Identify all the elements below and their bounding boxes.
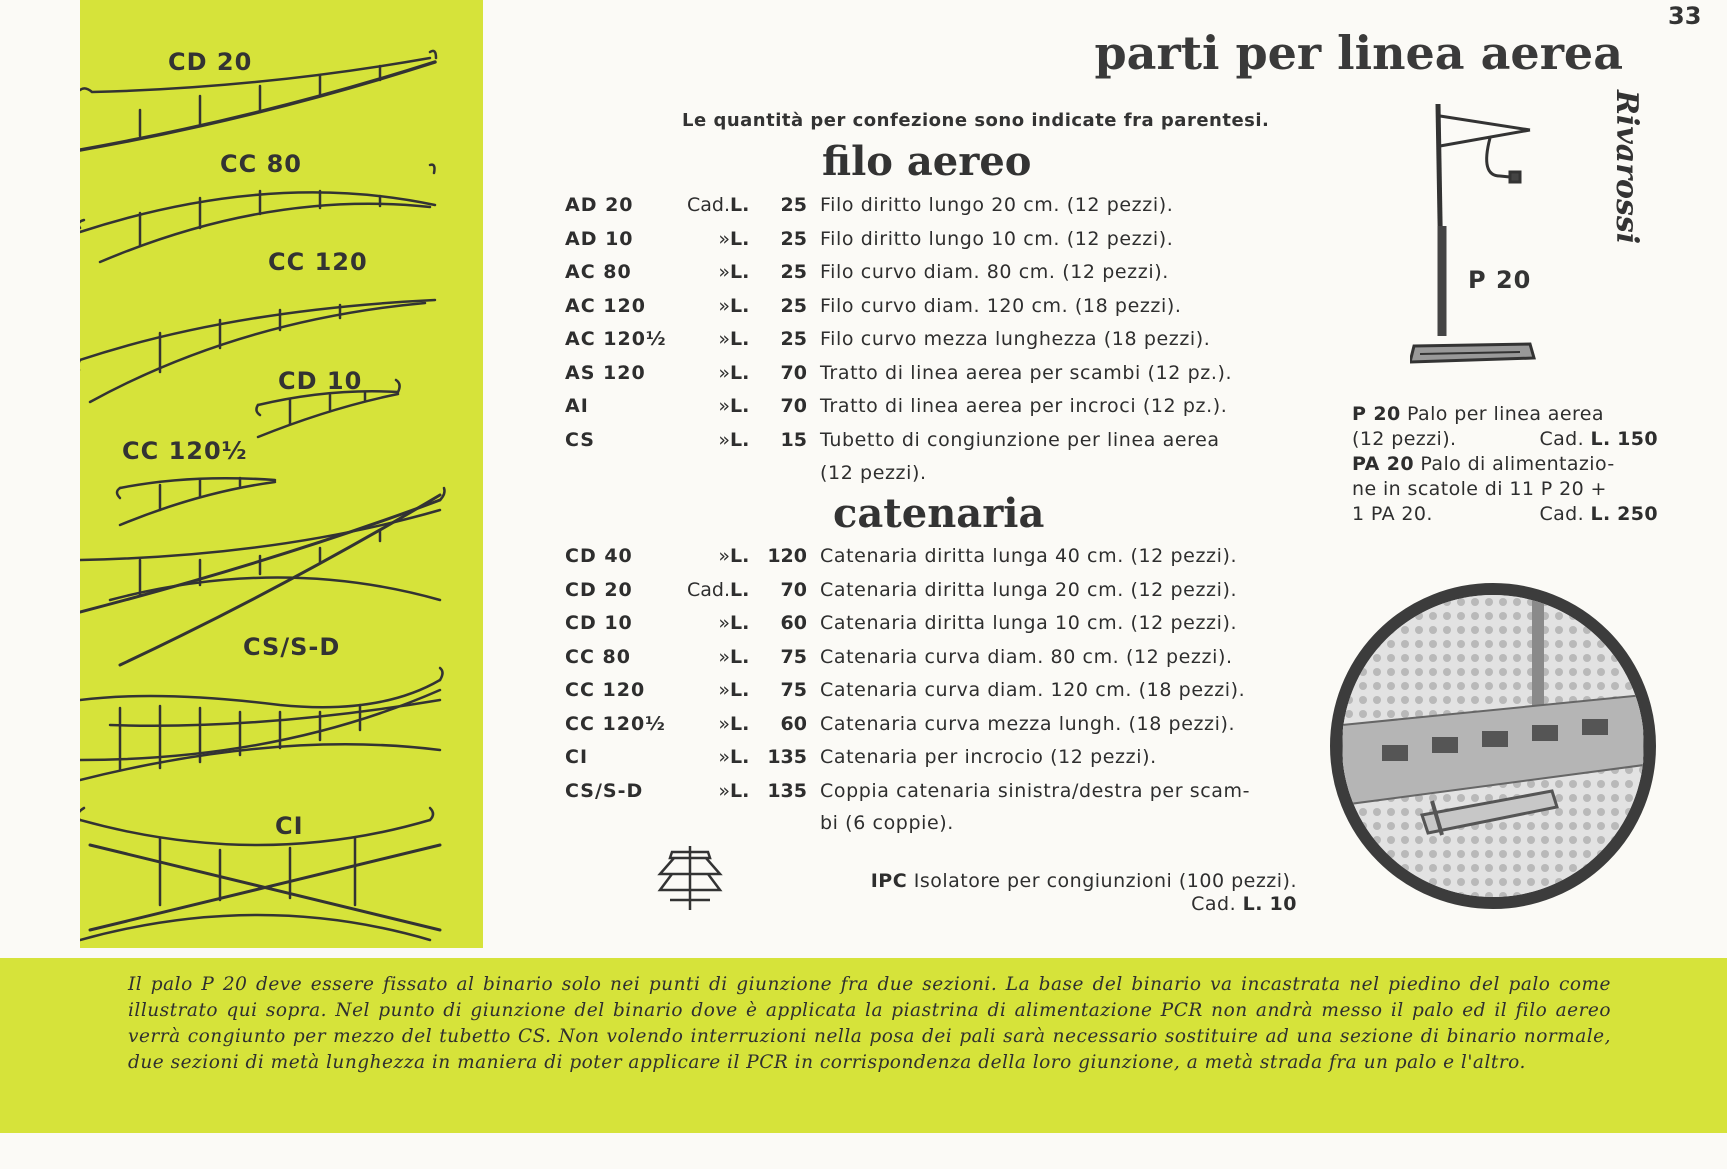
table-row [565,328,1295,358]
item-code: CD 20 [565,578,633,601]
unit-label: » [718,361,730,384]
unit-label: » [718,328,730,350]
ipc-l: L. [1242,893,1263,915]
currency-label: L. [730,261,750,283]
item-description: Catenaria curva diam. 80 cm. (12 pezzi). [820,645,1233,668]
item-code: AI [565,395,589,417]
item-description: Catenaria curva mezza lungh. (18 pezzi). [820,712,1236,735]
item-price: 70 [780,578,807,601]
drawing-label-cd20: CD 20 [168,48,253,76]
drawing-label-cc120: CC 120 [268,248,368,276]
unit-label: » [718,545,730,567]
item-description: Catenaria per incrocio (12 pezzi). [820,746,1157,768]
item-code: CS [565,428,595,451]
currency-label: L. [730,194,750,216]
csd-description-continuation: bi (6 coppie). [820,812,954,834]
currency-label: L. [730,612,750,634]
item-code: AC 120½ [565,328,667,350]
item-description: Coppia catenaria sinistra/destra per scam- [820,779,1251,802]
unit-label: » [718,612,730,634]
page-title: parti per linea aerea [1094,26,1623,80]
pa20-unit: Cad. [1539,503,1585,525]
pole-caption [1352,402,1658,527]
item-code: CS/S-D [565,779,644,802]
item-price: 70 [780,361,807,384]
pa20-code: PA 20 [1352,453,1414,475]
item-description: Catenaria diritta lunga 40 cm. (12 pezzi). [820,545,1238,567]
currency-label: L. [730,227,750,250]
p20-price-line [1352,427,1658,452]
item-code: CD 40 [565,545,633,567]
item-code: CI [565,746,589,768]
p20-line [1352,402,1658,427]
pa20-description-2: ne in scatole di 11 P 20 + [1352,478,1607,500]
item-code: CC 80 [565,645,631,668]
drawing-cc120half [117,478,275,525]
item-description: Filo curvo diam. 120 cm. (18 pezzi). [820,294,1182,317]
table-row [565,228,1295,258]
item-price: 25 [780,227,807,250]
table-row [565,746,1295,776]
isolator-icon [650,846,730,910]
item-price: 25 [780,194,807,216]
ipc-item [871,870,1297,892]
item-price: 120 [767,545,807,567]
item-description: Catenaria diritta lunga 20 cm. (12 pezzi). [820,578,1238,601]
unit-label: » [718,712,730,735]
table-row [565,780,1295,810]
currency-label: L. [730,428,750,451]
track-pole-photo-drawing [1342,595,1644,897]
unit-label: » [718,261,730,283]
drawing-cs-sd-lower [80,668,443,780]
unit-label: » [718,395,730,417]
p20-qty: (12 pezzi). [1352,428,1457,450]
table-row [565,612,1295,642]
currency-label: L. [730,746,750,768]
unit-label: Cad. [686,194,730,216]
item-description: Tratto di linea aerea per scambi (12 pz.). [820,361,1233,384]
page-number: 33 [1668,2,1702,30]
pa20-line-2 [1352,477,1658,502]
item-code: CC 120½ [565,712,666,735]
item-price: 75 [780,645,807,668]
item-price: 70 [780,395,807,417]
table-row [565,579,1295,609]
p20-description: Palo per linea aerea [1407,403,1604,425]
ipc-price-line [1191,893,1297,915]
item-price: 135 [767,779,807,802]
currency-label: L. [730,545,750,567]
p20-code: P 20 [1352,403,1401,425]
item-code: CD 10 [565,612,633,634]
drawing-label-cd10: CD 10 [278,367,363,395]
drawing-label-cc120half: CC 120½ [122,437,248,465]
table-row [565,362,1295,392]
unit-label: » [718,645,730,668]
pa20-l: L. [1590,503,1611,525]
item-description: Catenaria curva diam. 120 cm. (18 pezzi). [820,679,1246,701]
pa20-price-value: 250 [1617,503,1658,525]
drawing-label-cc80: CC 80 [220,150,302,178]
currency-label: L. [730,328,750,350]
cs-description-continuation: (12 pezzi). [820,462,927,484]
currency-label: L. [730,578,750,601]
item-price: 25 [780,261,807,283]
table-row [565,713,1295,743]
brand-signature: Rivarossi [1609,90,1644,245]
table-row [565,194,1295,224]
item-price: 75 [780,679,807,701]
drawing-cd20 [80,51,436,150]
table-row [565,261,1295,291]
pole-illustration [1410,96,1550,376]
unit-label: Cad. [686,578,730,601]
item-description: Filo diritto lungo 10 cm. (12 pezzi). [820,227,1174,250]
drawing-ci [80,808,440,940]
item-price: 25 [780,328,807,350]
unit-label: » [718,294,730,317]
pole-label: P 20 [1468,266,1532,294]
table-row [565,395,1295,425]
item-code: AC 80 [565,261,632,283]
item-price: 135 [767,746,807,768]
catenary-drawings-panel [80,0,483,948]
pa20-line [1352,452,1658,477]
item-description: Tubetto di congiunzione per linea aerea [820,428,1220,451]
catenary-drawings [80,0,483,948]
p20-unit: Cad. [1539,428,1585,450]
p20-price [1539,427,1658,452]
item-code: CC 120 [565,679,646,701]
item-description: Filo diritto lungo 20 cm. (12 pezzi). [820,194,1174,216]
ipc-unit: Cad. [1191,893,1237,915]
p20-price-value: 150 [1617,428,1658,450]
p20-l: L. [1590,428,1611,450]
item-description: Tratto di linea aerea per incroci (12 pz.). [820,395,1228,417]
table-row [565,545,1295,575]
unit-label: » [718,746,730,768]
item-code: AD 20 [565,194,634,216]
table-row [565,679,1295,709]
item-description: Filo curvo mezza lunghezza (18 pezzi). [820,328,1211,350]
currency-label: L. [730,294,750,317]
currency-label: L. [730,645,750,668]
track-pole-photo [1330,583,1656,909]
section-heading-filo-aereo: filo aereo [822,138,1032,185]
currency-label: L. [730,361,750,384]
currency-label: L. [730,712,750,735]
currency-label: L. [730,679,750,701]
ipc-price: 10 [1269,893,1297,915]
installation-note: Il palo P 20 deve essere fissato al binario solo nei punti di giunzione fra due sezioni. La base del binario va incastrata nel piedino del palo come illustrato qui sopra. Nel punto di giunzione del binario dove è applicata la piastrina di alimentazione PCR non andrà messo il palo ed il filo aereo verrà congiunto per mezzo del tubetto CS. Non volendo interruzioni nella posa dei pali sarà necessario sostituire ad una sezione di binario normale, due sezioni di metà lunghezza in maniera di poter applicare il PCR in corrispondenza della loro giunzione, a metà strada fra un palo e l'altro. [128,974,1611,1073]
pa20-description-3: 1 PA 20. [1352,503,1433,525]
drawing-cc120 [80,300,435,402]
subtitle-note: Le quantità per confezione sono indicate fra parentesi. [682,110,1270,131]
section-heading-catenaria: catenaria [833,490,1045,537]
item-code: AD 10 [565,227,634,250]
drawing-label-ci: CI [275,812,304,840]
unit-label: » [718,679,730,701]
item-price: 15 [780,428,807,451]
item-description: Catenaria diritta lunga 10 cm. (12 pezzi). [820,612,1238,634]
table-row [565,646,1295,676]
pa20-price-line [1352,502,1658,527]
table-row [565,429,1295,459]
ipc-description: Isolatore per congiunzioni (100 pezzi). [913,870,1297,892]
item-price: 60 [780,712,807,735]
unit-label: » [718,428,730,451]
drawing-label-cs-sd: CS/S-D [243,633,341,661]
currency-label: L. [730,779,750,802]
table-row [565,295,1295,325]
drawing-cc80 [80,165,435,262]
item-code: AC 120 [565,294,646,317]
item-code: AS 120 [565,361,646,384]
unit-label: » [718,779,730,802]
ipc-code: IPC [870,870,908,892]
item-price: 60 [780,612,807,634]
unit-label: » [718,227,730,250]
currency-label: L. [730,395,750,417]
item-description: Filo curvo diam. 80 cm. (12 pezzi). [820,261,1169,283]
pa20-price [1539,502,1658,527]
pa20-description-1: Palo di alimentazio- [1420,453,1615,475]
item-price: 25 [780,294,807,317]
